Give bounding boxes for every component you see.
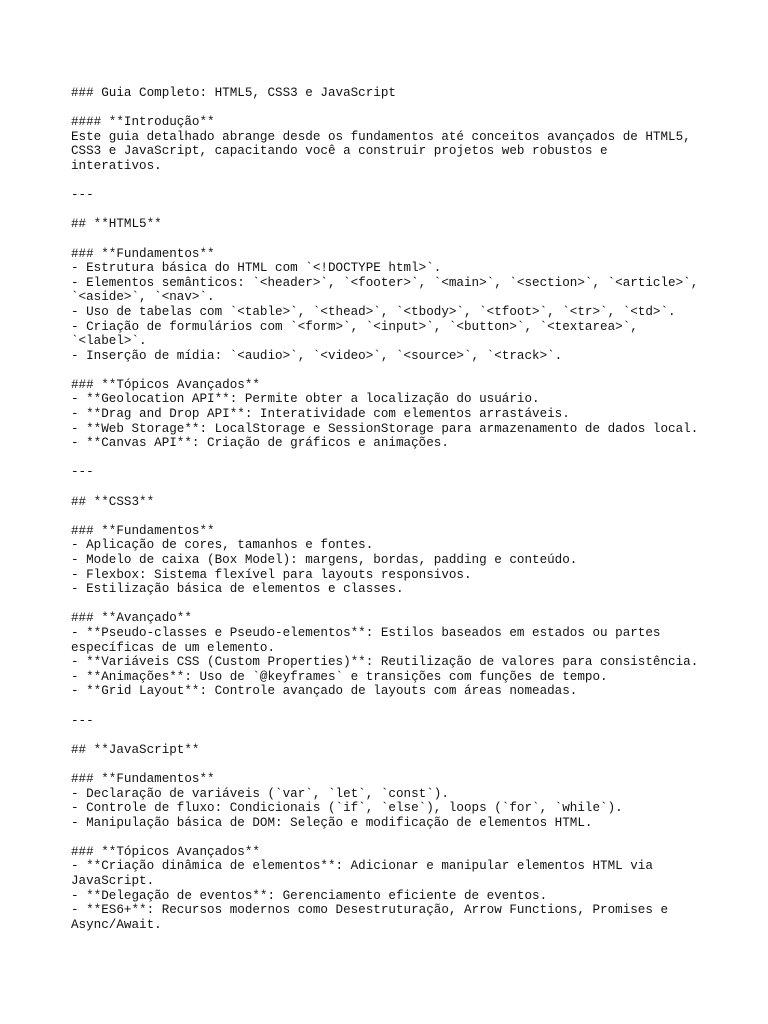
text-line: interativos. [71,158,162,173]
list-item-line: - **Pseudo-classes e Pseudo-elementos**: Estilos baseados em estados ou partes [71,625,661,640]
section-heading-line: ### **Tópicos Avançados** [71,377,260,392]
list-item-line: - **Drag and Drop API**: Interatividade com elementos arrastáveis. [71,407,570,422]
list-item-line: - **Web Storage**: LocalStorage e SessionStorage para armazenamento de dados local. [71,421,699,436]
blank-line [71,451,751,466]
list-item-line: - Elementos semânticos: `<header>`, `<footer>`, `<main>`, `<section>`, `<article>`, [71,275,699,290]
chapter-heading-line: ## **CSS3** [71,494,155,509]
blank-line [71,174,751,189]
blank-line [71,597,751,612]
blank-line [71,830,751,845]
list-item-line: - **Canvas API**: Criação de gráficos e animações. [71,436,449,451]
text-line: `<aside>`, `<nav>`. [71,290,215,305]
section-heading-line: ### **Avançado** [71,611,192,626]
list-item-line: - Aplicação de cores, tamanhos e fontes. [71,538,374,553]
horizontal-rule-line: --- [71,188,94,203]
list-item-line: - Modelo de caixa (Box Model): margens, bordas, padding e conteúdo. [71,553,578,567]
list-item-line: - **Variáveis CSS (Custom Properties)**: Reutilização de valores para consistência. [71,655,699,670]
list-item-line: - Declaração de variáveis (`var`, `let`, `const`). [71,786,449,801]
list-item-line: - Uso de tabelas com `<table>`, `<thead>`, `<tbody>`, `<tfoot>`, `<tr>`, `<td>`. [71,304,676,319]
section-heading-line: ### Guia Completo: HTML5, CSS3 e JavaScript [71,86,396,100]
list-item-line: - Criação de formulários com `<form>`, `<input>`, `<button>`, `<textarea>`, [71,319,638,334]
chapter-heading-line: ## **JavaScript** [71,742,200,757]
blank-line [71,509,751,524]
list-item-line: - Manipulação básica de DOM: Seleção e modificação de elementos HTML. [71,815,593,830]
text-line: JavaScript. [71,874,155,889]
section-heading-line: ### **Fundamentos** [71,771,215,786]
list-item-line: - Controle de fluxo: Condicionais (`if`, `else`), loops (`for`, `while`). [71,801,623,816]
blank-line [71,699,751,714]
list-item-line: - Flexbox: Sistema flexível para layouts responsivos. [71,567,472,582]
list-item-line: - **Criação dinâmica de elementos**: Adicionar e manipular elementos HTML via [71,859,653,874]
subheading-line: #### **Introdução** [71,115,215,130]
blank-line [71,757,751,772]
list-item-line: - Estrutura básica do HTML com `<!DOCTYPE html>`. [71,261,442,276]
list-item-line: - **Geolocation API**: Permite obter a localização do usuário. [71,392,540,407]
text-line: `<label>`. [71,334,147,349]
text-line: específicas de um elemento. [71,640,276,655]
blank-line [71,363,751,378]
list-item-line: - **Delegação de eventos**: Gerenciamento eficiente de eventos. [71,888,548,903]
section-heading-line: ### **Fundamentos** [71,246,215,261]
section-heading-line: ### **Tópicos Avançados** [71,844,260,859]
list-item-line: - Inserção de mídia: `<audio>`, `<video>`, `<source>`, `<track>`. [71,348,563,363]
blank-line [71,728,751,743]
section-heading-line: ### **Fundamentos** [71,523,215,538]
list-item-line: - **Animações**: Uso de `@keyframes` e transições com funções de tempo. [71,669,608,684]
text-line: Este guia detalhado abrange desde os fundamentos até conceitos avançados de HTML5, [71,129,691,144]
text-line: CSS3 e JavaScript, capacitando você a construir projetos web robustos e [71,144,608,159]
text-line: Async/Await. [71,917,162,932]
document-body [71,86,751,932]
blank-line [71,101,751,116]
list-item-line: - **ES6+**: Recursos modernos como Desestruturação, Arrow Functions, Promises e [71,903,669,918]
horizontal-rule-line: --- [71,465,94,480]
blank-line [71,480,751,495]
list-item-line: - **Grid Layout**: Controle avançado de layouts com áreas nomeadas. [71,684,578,699]
blank-line [71,203,751,218]
horizontal-rule-line: --- [71,713,94,728]
blank-line [71,232,751,247]
list-item-line: - Estilização básica de elementos e classes. [71,582,404,597]
chapter-heading-line: ## **HTML5** [71,217,162,232]
